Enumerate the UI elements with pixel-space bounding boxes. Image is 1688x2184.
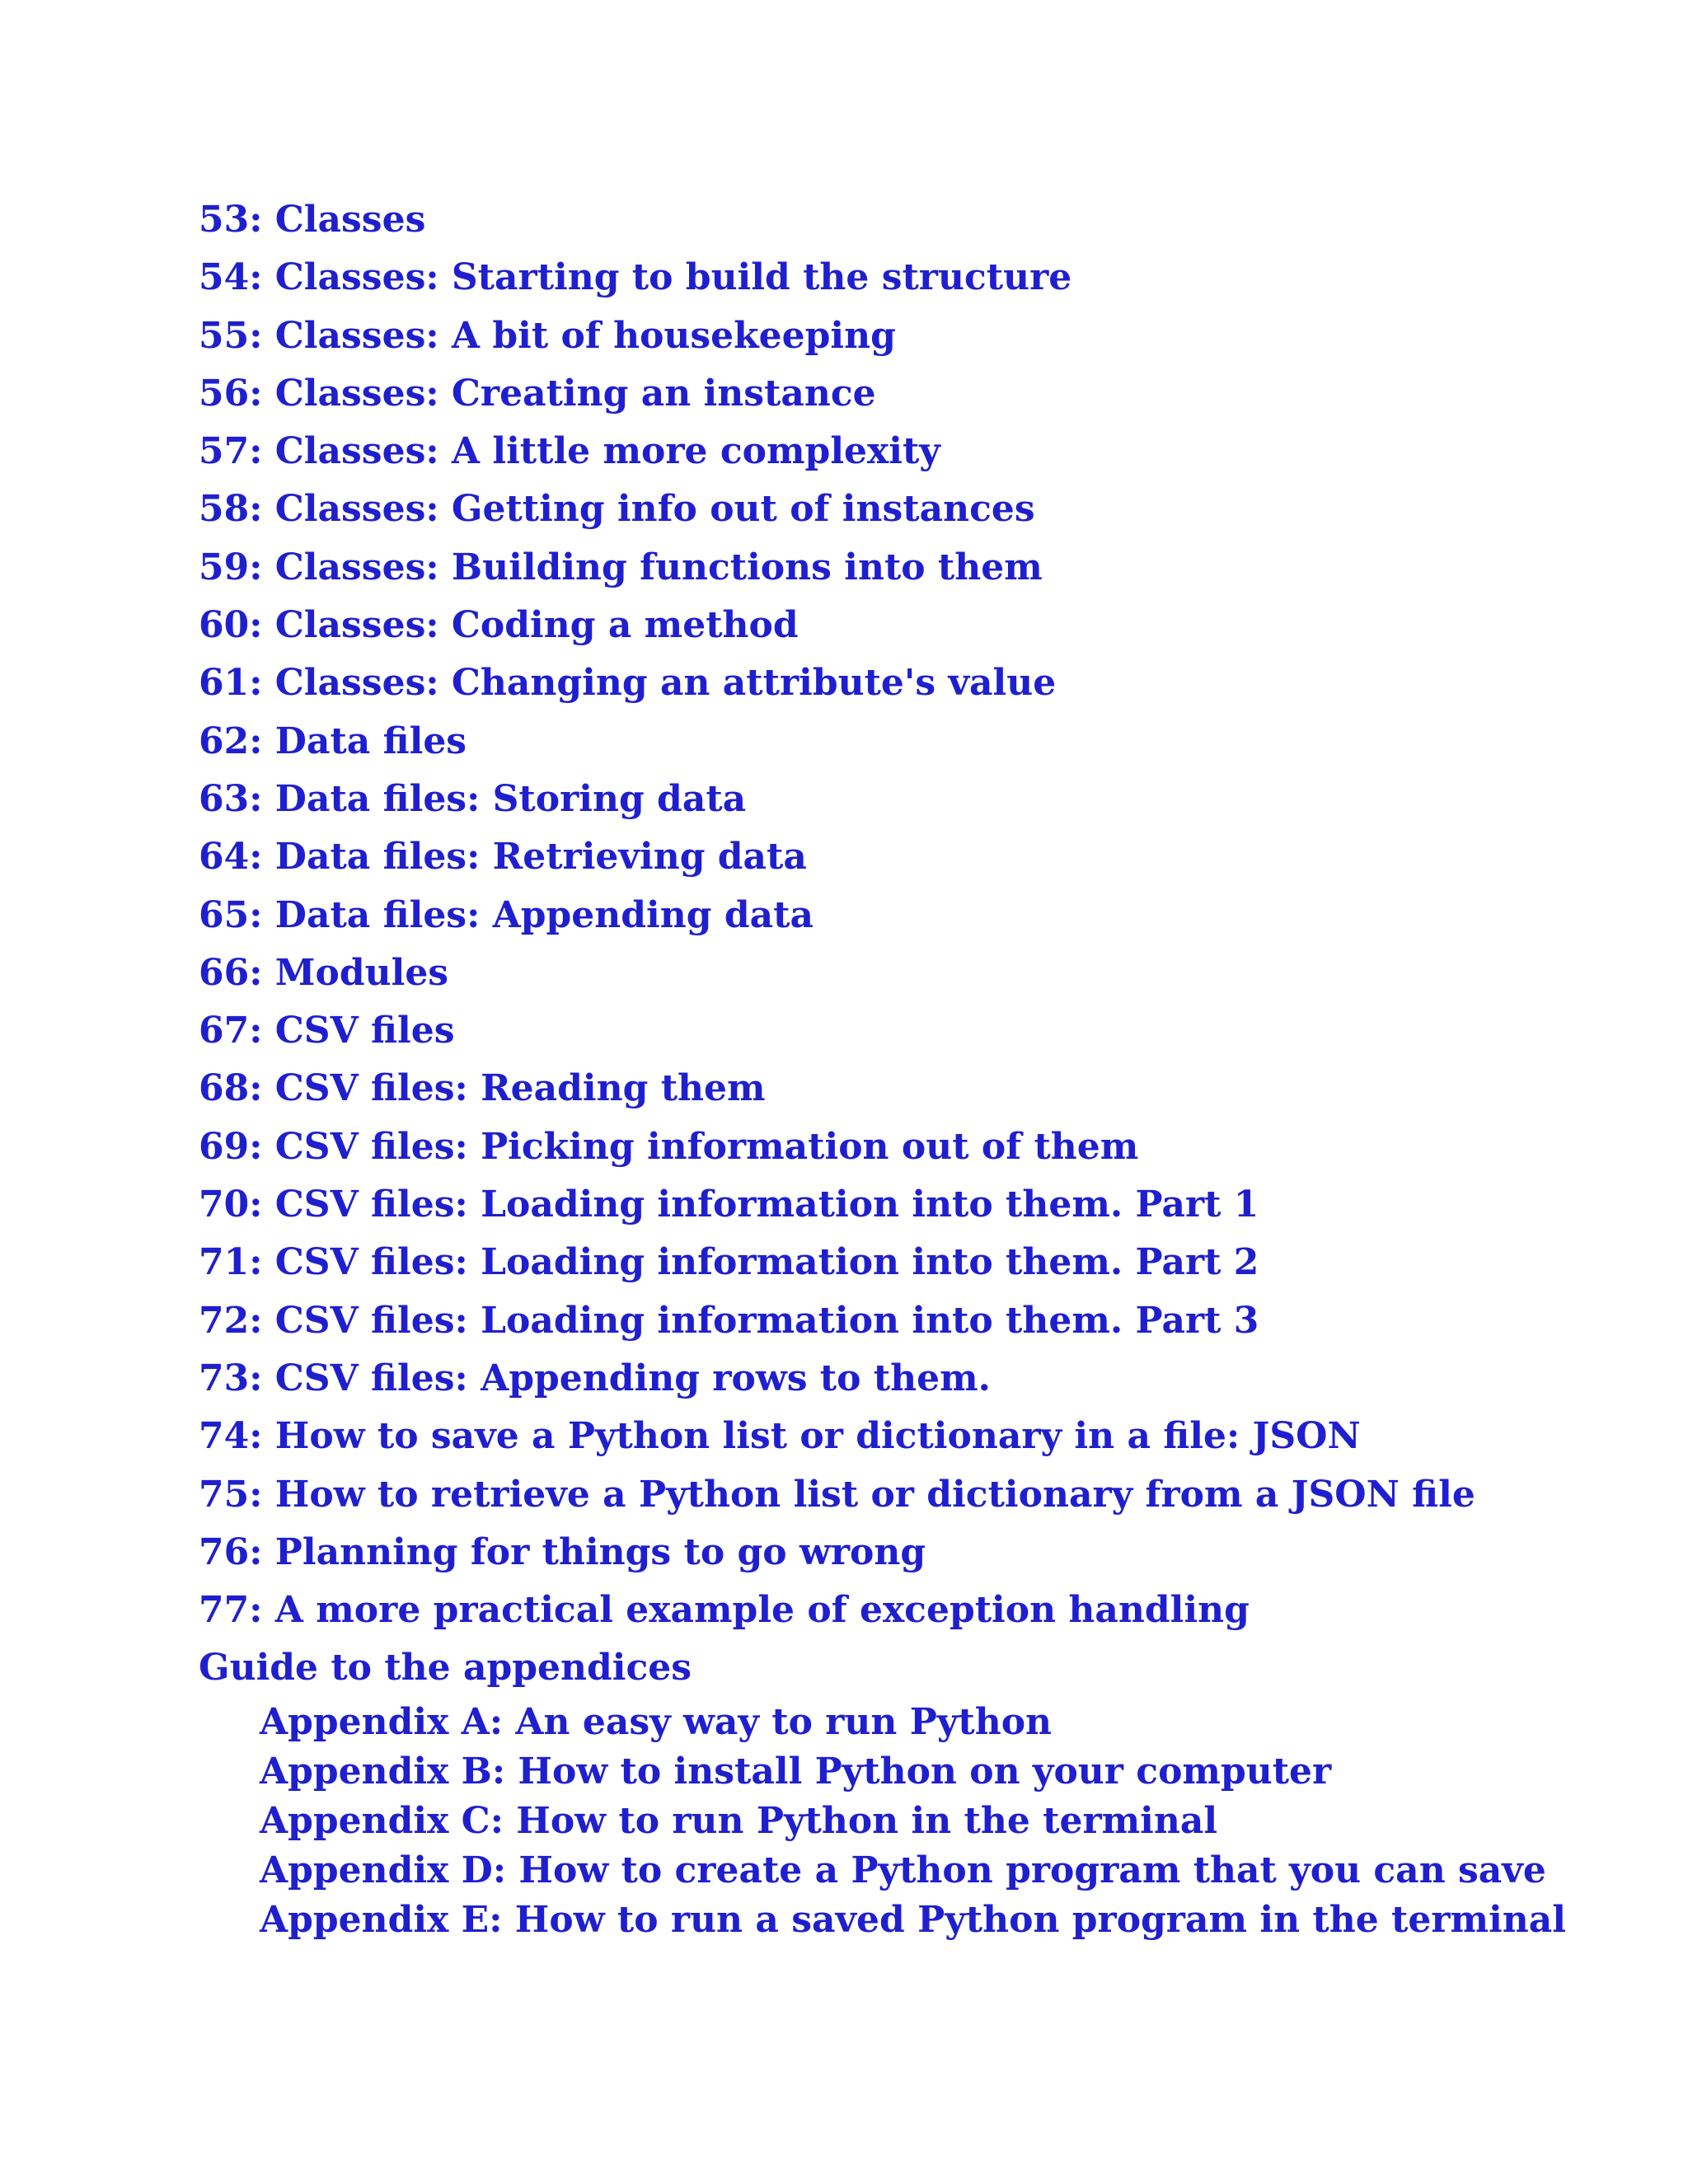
toc-entry-60[interactable]: 60: Classes: Coding a method (199, 604, 799, 647)
toc-entry-54[interactable]: 54: Classes: Starting to build the structure (199, 256, 1072, 299)
toc-entry-65[interactable]: 65: Data files: Appending data (199, 893, 814, 936)
toc-entry-62[interactable]: 62: Data files (199, 719, 467, 762)
toc-entry-appendix-c[interactable]: Appendix C: How to run Python in the terminal (260, 1800, 1218, 1843)
toc-entry-61[interactable]: 61: Classes: Changing an attribute's value (199, 662, 1057, 705)
toc-entry-66[interactable]: 66: Modules (199, 951, 449, 994)
toc-entry-53[interactable]: 53: Classes (199, 199, 426, 241)
toc-entry-68[interactable]: 68: CSV files: Reading them (199, 1067, 766, 1110)
toc-entry-67[interactable]: 67: CSV files (199, 1010, 455, 1052)
toc-entry-70[interactable]: 70: CSV files: Loading information into them. Part 1 (199, 1183, 1259, 1226)
toc-entry-76[interactable]: 76: Planning for things to go wrong (199, 1530, 926, 1573)
toc-entry-63[interactable]: 63: Data files: Storing data (199, 777, 747, 820)
toc-entry-74[interactable]: 74: How to save a Python list or dictionary in a file: JSON (199, 1415, 1361, 1458)
toc-entry-56[interactable]: 56: Classes: Creating an instance (199, 372, 876, 415)
toc-entry-appendices-guide[interactable]: Guide to the appendices (199, 1647, 692, 1690)
toc-entry-77[interactable]: 77: A more practical example of exception handling (199, 1589, 1250, 1632)
toc-entry-appendix-a[interactable]: Appendix A: An easy way to run Python (260, 1700, 1053, 1743)
toc-entry-72[interactable]: 72: CSV files: Loading information into them. Part 3 (199, 1299, 1259, 1342)
toc-entry-appendix-e[interactable]: Appendix E: How to run a saved Python program in the terminal (260, 1899, 1567, 1942)
toc-entry-75[interactable]: 75: How to retrieve a Python list or dictionary from a JSON file (199, 1473, 1475, 1516)
toc-entry-55[interactable]: 55: Classes: A bit of housekeeping (199, 314, 896, 357)
toc-entry-58[interactable]: 58: Classes: Getting info out of instances (199, 488, 1035, 531)
toc-entry-59[interactable]: 59: Classes: Building functions into them (199, 546, 1043, 588)
toc-entry-71[interactable]: 71: CSV files: Loading information into them. Part 2 (199, 1241, 1259, 1284)
toc-entry-64[interactable]: 64: Data files: Retrieving data (199, 836, 807, 879)
toc-entry-73[interactable]: 73: CSV files: Appending rows to them. (199, 1357, 991, 1399)
toc-entry-57[interactable]: 57: Classes: A little more complexity (199, 430, 940, 473)
toc-entry-appendix-d[interactable]: Appendix D: How to create a Python program that you can save (260, 1849, 1546, 1892)
toc-entry-appendix-b[interactable]: Appendix B: How to install Python on your computer (260, 1750, 1332, 1793)
toc-entry-69[interactable]: 69: CSV files: Picking information out of them (199, 1125, 1139, 1168)
table-of-contents (199, 191, 1649, 1946)
